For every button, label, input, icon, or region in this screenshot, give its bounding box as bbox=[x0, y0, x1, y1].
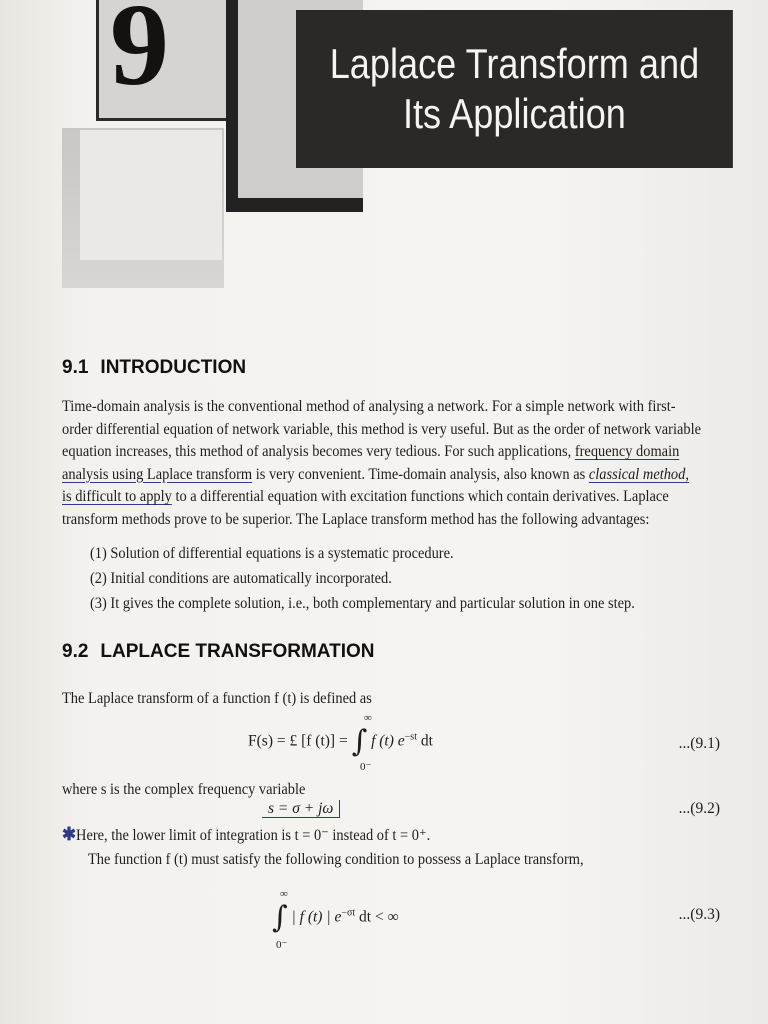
equation-integrand: f (t) e bbox=[367, 732, 405, 750]
condition-text bbox=[88, 849, 756, 872]
section-heading bbox=[62, 357, 246, 379]
integral-upper-limit: ∞ bbox=[280, 888, 288, 900]
equation-lhs: F(s) = £ [f (t)] = bbox=[248, 732, 352, 750]
equation-rest: dt < ∞ bbox=[355, 908, 399, 926]
underlined-text: analysis using Laplace transform bbox=[62, 465, 253, 483]
list-item: (1) Solution of differential equations is a systematic procedure. bbox=[90, 545, 454, 562]
list-item: (2) Initial conditions are automatically incorporated. bbox=[90, 570, 392, 587]
section-number: 9.1 bbox=[62, 357, 89, 378]
italic-underlined-text: classical method, bbox=[588, 465, 689, 483]
chapter-number: 9 bbox=[110, 0, 169, 110]
definition-text bbox=[62, 688, 730, 711]
equation-differential: dt bbox=[416, 732, 433, 750]
section-number: 9.2 bbox=[62, 641, 89, 662]
equation-complex-frequency bbox=[262, 800, 340, 818]
underlined-text: is difficult to apply bbox=[62, 488, 172, 505]
section-title: INTRODUCTION bbox=[100, 357, 247, 378]
paragraph-line: The Laplace transform of a function f (t) is defined as bbox=[62, 690, 372, 707]
section-title: LAPLACE TRANSFORMATION bbox=[100, 641, 375, 662]
underlined-text: frequency domain bbox=[574, 443, 680, 460]
text-run: to a differential equation with excitation functions which contain derivatives. Laplace bbox=[171, 488, 669, 505]
paragraph-line bbox=[62, 823, 730, 848]
equation-laplace-definition bbox=[248, 724, 433, 759]
paragraph-line: Time-domain analysis is the conventional method of analysing a network. For a simple network with first- bbox=[62, 398, 676, 415]
text-run: Here, the lower limit of integration is t = 0⁻ instead of t = 0⁺. bbox=[76, 827, 431, 844]
equation-number: ...(9.3) bbox=[678, 906, 720, 923]
paragraph-line: The function f (t) must satisfy the following condition to possess a Laplace transform, bbox=[88, 851, 584, 868]
paragraph-line: where s is the complex frequency variable bbox=[62, 781, 306, 798]
equation-number: ...(9.2) bbox=[678, 800, 720, 817]
paragraph-line bbox=[62, 441, 730, 464]
note-text bbox=[62, 823, 730, 848]
star-mark-icon: ✱ bbox=[62, 824, 77, 844]
equation-existence-condition bbox=[272, 900, 399, 935]
list-item: (3) It gives the complete solution, i.e., both complementary and particular solution in one step. bbox=[90, 595, 635, 612]
integral-lower-limit: 0⁻ bbox=[276, 939, 288, 951]
equation-exponent: −st bbox=[404, 731, 417, 743]
where-text bbox=[62, 779, 730, 802]
integral-lower-limit: 0⁻ bbox=[360, 761, 372, 773]
equation-exponent: −σt bbox=[341, 907, 356, 919]
text-run: is very convenient. Time-domain analysis, also known as bbox=[252, 465, 589, 483]
chapter-title-line: Its Application bbox=[402, 90, 626, 137]
chapter-deco-block bbox=[80, 130, 222, 260]
section-heading bbox=[62, 641, 375, 663]
paragraph-line: transform methods prove to be superior. The Laplace transform method has the following advantages: bbox=[62, 510, 650, 528]
text-run: equation increases, this method of analysis becomes very tedious. For such applications, bbox=[62, 443, 575, 460]
boxed-equation: s = σ + jω bbox=[262, 800, 340, 818]
equation-integrand: | f (t) | e bbox=[287, 908, 342, 926]
integral-sign: ∫ bbox=[272, 900, 288, 935]
chapter-deco-bar bbox=[226, 0, 238, 212]
integral-upper-limit: ∞ bbox=[364, 712, 372, 724]
chapter-title-line: Laplace Transform and bbox=[329, 40, 700, 87]
equation-number: ...(9.1) bbox=[678, 735, 720, 752]
paragraph-line bbox=[62, 486, 730, 509]
paragraph-line: order differential equation of network variable, this method is very useful. But as the order of network variable bbox=[62, 420, 701, 438]
integral-sign: ∫ bbox=[351, 724, 368, 759]
chapter-deco-bar bbox=[238, 198, 363, 212]
paragraph-line bbox=[62, 464, 730, 487]
chapter-title bbox=[296, 10, 733, 168]
intro-paragraph bbox=[62, 396, 730, 531]
